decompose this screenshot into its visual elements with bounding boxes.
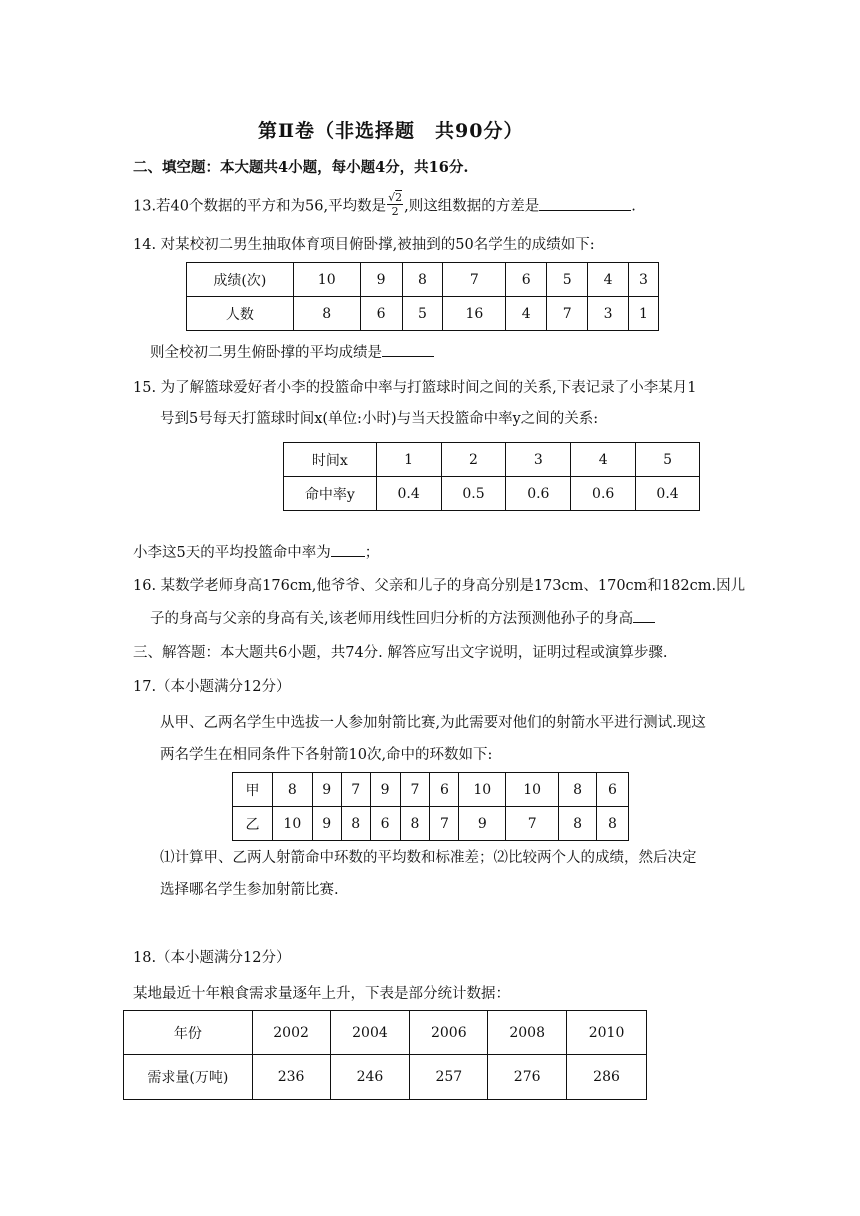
table-cell: 4: [588, 263, 629, 297]
table-cell: 8: [400, 807, 430, 841]
table-cell: 6: [360, 297, 402, 331]
table-cell: 276: [488, 1055, 567, 1100]
table-cell: 9: [312, 807, 341, 841]
question-16-line2: 子的身高与父亲的身高有关,该老师用线性回归分析的方法预测他孙子的身高: [150, 608, 655, 629]
question-18-header: 18.（本小题满分12分）: [133, 950, 291, 966]
answer-blank[interactable]: [633, 608, 655, 623]
table-cell: 8: [272, 773, 312, 807]
table-cell: 236: [252, 1055, 330, 1100]
table-cell: 10: [506, 773, 559, 807]
question-17-line2: 两名学生在相同条件下各射箭10次,命中的环数如下:: [160, 747, 493, 763]
row-header-cell: 成绩(次): [187, 263, 294, 297]
table-row: [284, 477, 700, 511]
table-cell: 5: [402, 297, 443, 331]
table-cell: 8: [596, 807, 628, 841]
table-cell: 2006: [410, 1011, 488, 1055]
table-cell: 1: [629, 297, 659, 331]
table-cell: 5: [636, 443, 700, 477]
fill-in-section-heading: 二、填空题：本大题共4小题，每小题4分，共16分.: [133, 159, 469, 176]
table-cell: 8: [341, 807, 370, 841]
table-cell: 7: [341, 773, 370, 807]
table-cell: 8: [402, 263, 443, 297]
table-cell: 0.5: [441, 477, 506, 511]
table-cell: 9: [360, 263, 402, 297]
table-cell: 8: [559, 807, 597, 841]
question-17-line1: 从甲、乙两名学生中选拔一人参加射箭比赛,为此需要对他们的射箭水平进行测试.现这: [160, 715, 706, 731]
table-cell: 246: [330, 1055, 410, 1100]
table-cell: 2: [441, 443, 506, 477]
table-cell: 3: [506, 443, 571, 477]
table-cell: 10: [459, 773, 506, 807]
answer-blank[interactable]: [539, 196, 631, 211]
sqrt2-over-2-fraction: $\frac{√2}{2}$: [388, 191, 403, 218]
hit-rate-table: [283, 442, 700, 511]
table-cell: 5: [547, 263, 588, 297]
table-cell: 6: [370, 807, 400, 841]
question-16-line1: 16. 某数学老师身高176cm,他爷爷、父亲和儿子的身高分别是173cm、170cm和182cm.因儿: [133, 578, 746, 594]
row-header-cell: 年份: [124, 1011, 253, 1055]
grain-demand-table: [123, 1010, 647, 1100]
question-14-followup: 则全校初二男生俯卧撑的平均成绩是: [150, 342, 434, 363]
row-header-cell: 甲: [233, 773, 273, 807]
table-cell: 2002: [252, 1011, 330, 1055]
table-cell: 2010: [567, 1011, 647, 1055]
table-cell: 3: [588, 297, 629, 331]
q13-text-before: 13.若40个数据的平方和为56,平均数是: [133, 198, 387, 215]
section-title: 第Ⅱ卷（非选择题 共90分）: [258, 120, 524, 142]
answer-blank[interactable]: [331, 542, 365, 557]
table-cell: 7: [430, 807, 459, 841]
table-cell: 0.6: [506, 477, 571, 511]
question-17-header: 17.（本小题满分12分）: [133, 679, 291, 695]
table-cell: 7: [400, 773, 430, 807]
table-cell: 6: [596, 773, 628, 807]
table-row: [187, 297, 659, 331]
table-row: [187, 263, 659, 297]
table-cell: 0.4: [376, 477, 441, 511]
pushup-score-table: [186, 262, 659, 331]
table-cell: 0.6: [571, 477, 636, 511]
question-15-line2: 号到5号每天打篮球时间x(单位:小时)与当天投篮命中率y之间的关系:: [160, 411, 599, 427]
table-row: [124, 1011, 647, 1055]
row-header-cell: 命中率y: [284, 477, 377, 511]
row-header-cell: 人数: [187, 297, 294, 331]
question-17-part1: ⑴计算甲、乙两人射箭命中环数的平均数和标准差；⑵比较两个人的成绩，然后决定: [160, 850, 697, 866]
answer-section-heading: 三、解答题：本大题共6小题，共74分. 解答应写出文字说明，证明过程或演算步骤.: [133, 645, 668, 661]
table-cell: 2008: [488, 1011, 567, 1055]
question-13: [133, 193, 636, 220]
answer-blank[interactable]: [382, 342, 434, 357]
table-cell: 0.4: [636, 477, 700, 511]
table-cell: 2004: [330, 1011, 410, 1055]
table-cell: 4: [506, 297, 547, 331]
question-14: 14. 对某校初二男生抽取体育项目俯卧撑,被抽到的50名学生的成绩如下:: [133, 237, 595, 253]
table-row: [233, 807, 629, 841]
table-cell: 7: [443, 263, 506, 297]
question-17-part2: 选择哪名学生参加射箭比赛.: [160, 882, 339, 898]
table-cell: 9: [459, 807, 506, 841]
table-row: [233, 773, 629, 807]
table-row: [124, 1055, 647, 1100]
table-cell: 7: [547, 297, 588, 331]
table-cell: 257: [410, 1055, 488, 1100]
question-18-line1: 某地最近十年粮食需求量逐年上升，下表是部分统计数据：: [133, 986, 510, 1002]
table-cell: 6: [506, 263, 547, 297]
q13-end: .: [631, 198, 636, 215]
table-cell: 10: [272, 807, 312, 841]
table-row: [284, 443, 700, 477]
table-cell: 10: [293, 263, 360, 297]
row-header-cell: 乙: [233, 807, 273, 841]
table-cell: 8: [559, 773, 597, 807]
question-15-followup: 小李这5天的平均投篮命中率为 ；: [133, 542, 379, 563]
question-15-line1: 15. 为了解篮球爱好者小李的投篮命中率与打篮球时间之间的关系,下表记录了小李某月1: [133, 380, 697, 396]
table-cell: 6: [430, 773, 459, 807]
table-cell: 7: [506, 807, 559, 841]
table-cell: 16: [443, 297, 506, 331]
row-header-cell: 时间x: [284, 443, 377, 477]
table-cell: 3: [629, 263, 659, 297]
table-cell: 9: [370, 773, 400, 807]
table-cell: 1: [376, 443, 441, 477]
table-cell: 4: [571, 443, 636, 477]
table-cell: 286: [567, 1055, 647, 1100]
row-header-cell: 需求量(万吨): [124, 1055, 253, 1100]
table-cell: 9: [312, 773, 341, 807]
table-cell: 8: [293, 297, 360, 331]
q13-text-after: ,则这组数据的方差是: [404, 198, 540, 215]
archery-rings-table: [232, 772, 629, 841]
